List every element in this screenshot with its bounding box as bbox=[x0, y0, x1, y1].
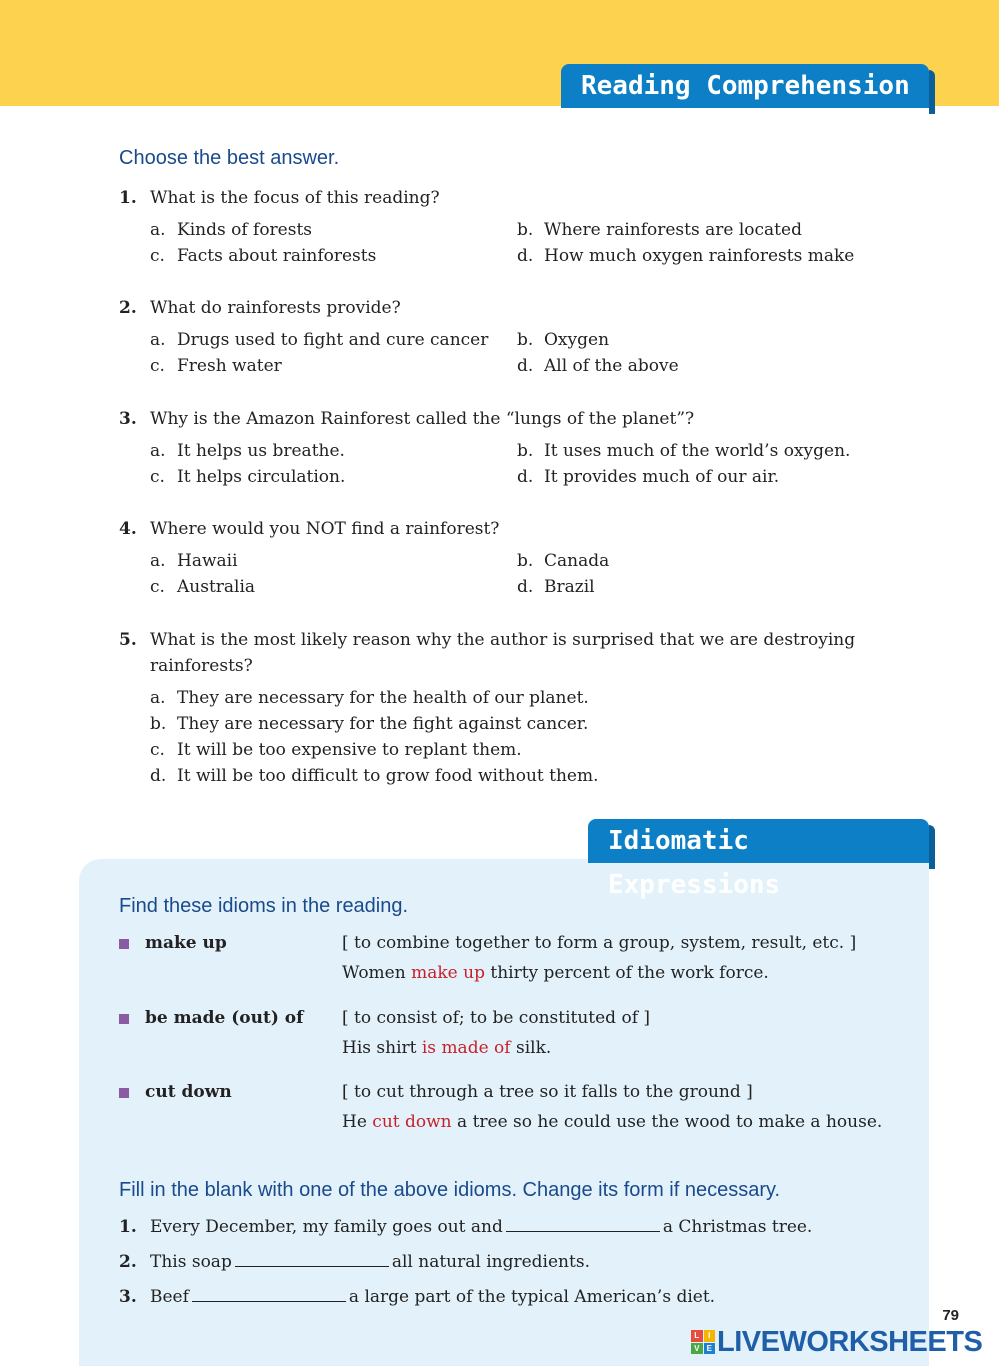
option-letter: c. bbox=[150, 740, 165, 760]
option-letter: c. bbox=[150, 356, 165, 376]
fill-number: 2. bbox=[119, 1252, 137, 1272]
option-5d[interactable] bbox=[150, 763, 599, 789]
option-text: It will be too expensive to replant them. bbox=[177, 740, 522, 760]
option-4b[interactable] bbox=[517, 548, 609, 574]
idiom-example bbox=[342, 1107, 882, 1137]
option-4d[interactable] bbox=[517, 574, 595, 600]
option-5a[interactable] bbox=[150, 685, 589, 711]
idioms-heading: Find these idioms in the reading. bbox=[119, 895, 409, 917]
option-3d[interactable] bbox=[517, 464, 779, 490]
option-letter: a. bbox=[150, 688, 166, 708]
option-text: Canada bbox=[544, 551, 610, 571]
option-3b[interactable] bbox=[517, 438, 850, 464]
example-pre: He bbox=[342, 1112, 373, 1132]
answer-blank-2[interactable] bbox=[235, 1249, 389, 1267]
answer-blank-3[interactable] bbox=[192, 1284, 346, 1302]
fill-before: Every December, my family goes out and bbox=[150, 1217, 503, 1237]
option-text: It helps circulation. bbox=[177, 467, 346, 487]
question-text: Where would you NOT find a rainforest? bbox=[150, 519, 500, 539]
option-text: They are necessary for the health of our planet. bbox=[177, 688, 589, 708]
option-letter: c. bbox=[150, 577, 165, 597]
liveworksheets-logo-icon bbox=[691, 1330, 715, 1354]
option-2a[interactable] bbox=[150, 327, 488, 353]
idiom-definition: [ to combine together to form a group, system, result, etc. ] bbox=[342, 933, 857, 953]
option-text: It helps us breathe. bbox=[177, 441, 345, 461]
example-pre: Women bbox=[342, 963, 412, 983]
example-idiom: is made of bbox=[421, 1038, 511, 1058]
option-4c[interactable] bbox=[150, 574, 255, 600]
option-letter: d. bbox=[517, 467, 534, 487]
option-2c[interactable] bbox=[150, 353, 282, 379]
fill-number: 3. bbox=[119, 1287, 137, 1307]
example-post: thirty percent of the work force. bbox=[484, 963, 769, 983]
option-text: They are necessary for the fight against cancer. bbox=[177, 714, 589, 734]
option-text: Hawaii bbox=[177, 551, 238, 571]
fill-after: a large part of the typical American’s diet. bbox=[348, 1287, 716, 1307]
option-text: Brazil bbox=[544, 577, 595, 597]
option-letter: a. bbox=[150, 551, 166, 571]
idiom-term: be made (out) of bbox=[145, 1008, 304, 1028]
option-text: Drugs used to fight and cure cancer bbox=[177, 330, 489, 350]
option-text: How much oxygen rainforests make bbox=[544, 246, 855, 266]
option-letter: c. bbox=[150, 467, 165, 487]
fill-item-1 bbox=[119, 1214, 812, 1240]
example-post: a tree so he could use the wood to make a house. bbox=[451, 1112, 883, 1132]
option-text: Facts about rainforests bbox=[177, 246, 377, 266]
example-idiom: make up bbox=[411, 963, 485, 983]
brand-name: LIVEWORKSHEETS bbox=[717, 1325, 983, 1358]
option-text: Where rainforests are located bbox=[544, 220, 802, 240]
idiom-example bbox=[342, 958, 769, 988]
question-number: 2. bbox=[119, 298, 137, 318]
fill-item-2 bbox=[119, 1249, 590, 1275]
logo-letter: L bbox=[691, 1330, 703, 1342]
option-letter: b. bbox=[150, 714, 167, 734]
question-text: What is the most likely reason why the author is surprised that we are destroying rainforests? bbox=[150, 630, 856, 676]
idiom-definition: [ to cut through a tree so it falls to the ground ] bbox=[342, 1082, 753, 1102]
question-text: Why is the Amazon Rainforest called the “lungs of the planet”? bbox=[150, 409, 695, 429]
question-number: 1. bbox=[119, 188, 137, 208]
option-text: Australia bbox=[177, 577, 256, 597]
option-letter: c. bbox=[150, 246, 165, 266]
idiom-definition: [ to consist of; to be constituted of ] bbox=[342, 1008, 651, 1028]
option-3a[interactable] bbox=[150, 438, 345, 464]
example-idiom: cut down bbox=[372, 1112, 452, 1132]
bullet-square-icon bbox=[119, 939, 129, 949]
fill-number: 1. bbox=[119, 1217, 137, 1237]
option-letter: b. bbox=[517, 330, 534, 350]
question-number: 3. bbox=[119, 409, 137, 429]
logo-letter: E bbox=[704, 1343, 716, 1355]
option-letter: d. bbox=[517, 246, 534, 266]
option-text: It uses much of the world’s oxygen. bbox=[544, 441, 851, 461]
liveworksheets-brand[interactable] bbox=[691, 1326, 982, 1358]
option-letter: b. bbox=[517, 220, 534, 240]
answer-blank-1[interactable] bbox=[506, 1214, 660, 1232]
option-1c[interactable] bbox=[150, 243, 376, 269]
option-1b[interactable] bbox=[517, 217, 802, 243]
option-letter: a. bbox=[150, 220, 166, 240]
question-text: What do rainforests provide? bbox=[150, 298, 401, 318]
question-text: What is the focus of this reading? bbox=[150, 188, 440, 208]
idiom-term: cut down bbox=[145, 1082, 232, 1102]
option-letter: a. bbox=[150, 330, 166, 350]
option-1a[interactable] bbox=[150, 217, 312, 243]
option-text: Kinds of forests bbox=[177, 220, 313, 240]
option-5c[interactable] bbox=[150, 737, 522, 763]
option-text: All of the above bbox=[544, 356, 679, 376]
option-letter: b. bbox=[517, 441, 534, 461]
option-4a[interactable] bbox=[150, 548, 238, 574]
logo-letter: V bbox=[691, 1343, 703, 1355]
section-tab-reading: Reading Comprehension bbox=[561, 64, 929, 108]
option-text: It will be too difficult to grow food without them. bbox=[177, 766, 599, 786]
option-2b[interactable] bbox=[517, 327, 609, 353]
logo-letter: I bbox=[704, 1330, 716, 1342]
section-tab-idioms: Idiomatic Expressions bbox=[588, 819, 929, 863]
fill-blank-heading: Fill in the blank with one of the above idioms. Change its form if necessary. bbox=[119, 1179, 781, 1201]
option-text: It provides much of our air. bbox=[544, 467, 780, 487]
bullet-square-icon bbox=[119, 1088, 129, 1098]
option-1d[interactable] bbox=[517, 243, 854, 269]
fill-before: Beef bbox=[150, 1287, 189, 1307]
option-5b[interactable] bbox=[150, 711, 588, 737]
option-2d[interactable] bbox=[517, 353, 679, 379]
fill-item-3 bbox=[119, 1284, 715, 1310]
option-text: Oxygen bbox=[544, 330, 610, 350]
question-number: 4. bbox=[119, 519, 137, 539]
option-letter: b. bbox=[517, 551, 534, 571]
reading-heading: Choose the best answer. bbox=[119, 147, 340, 169]
option-letter: d. bbox=[517, 356, 534, 376]
option-3c[interactable] bbox=[150, 464, 345, 490]
option-letter: d. bbox=[150, 766, 167, 786]
question-number: 5. bbox=[119, 630, 137, 650]
option-letter: d. bbox=[517, 577, 534, 597]
fill-after: all natural ingredients. bbox=[391, 1252, 590, 1272]
page-number: 79 bbox=[942, 1307, 959, 1324]
fill-before: This soap bbox=[150, 1252, 232, 1272]
example-pre: His shirt bbox=[342, 1038, 422, 1058]
example-post: silk. bbox=[510, 1038, 552, 1058]
fill-after: a Christmas tree. bbox=[662, 1217, 813, 1237]
bullet-square-icon bbox=[119, 1014, 129, 1024]
option-text: Fresh water bbox=[177, 356, 282, 376]
idiom-term: make up bbox=[145, 933, 227, 953]
idiom-example bbox=[342, 1033, 551, 1063]
option-letter: a. bbox=[150, 441, 166, 461]
